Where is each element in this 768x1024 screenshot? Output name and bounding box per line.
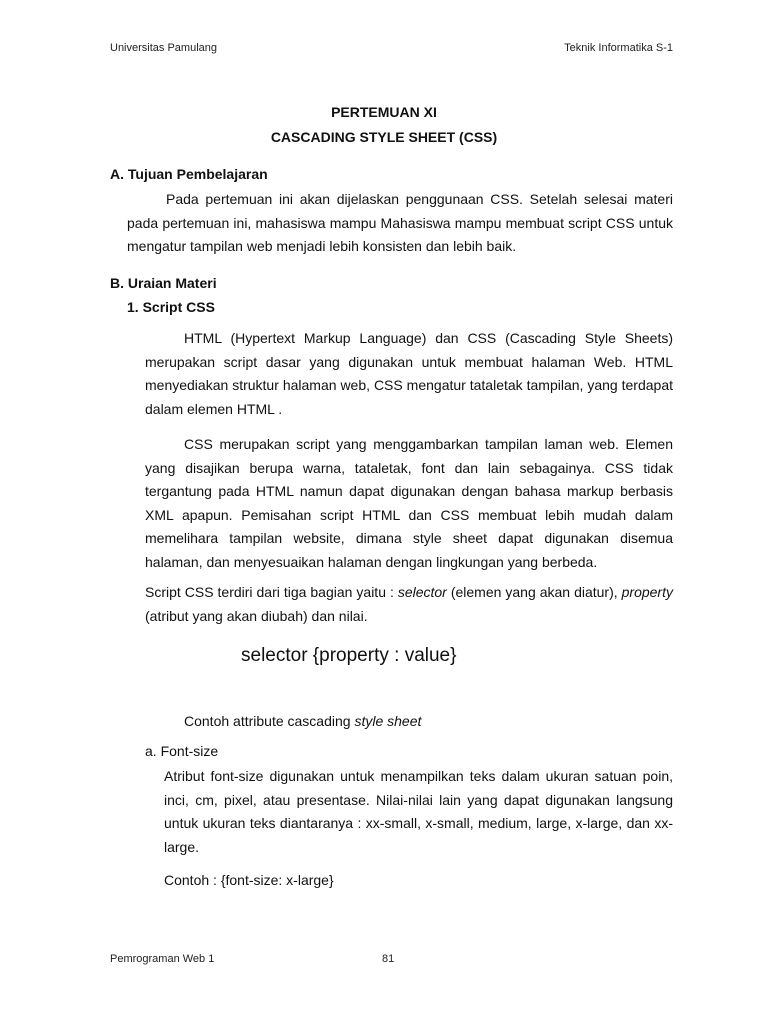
page-number: 81: [382, 953, 395, 965]
paragraph-css-description: CSS merupakan script yang menggambarkan tampilan laman web. Elemen yang disajikan berupa warna, tataletak, font dan lain sebagainya. CSS tidak tergantung pada HTML namun dapat digunakan dengan bahasa markup berbasis XML apapun. Pemisahan script HTML dan CSS membuat lebih mudah dalam memelihara tampilan website, dimana style sheet dapat digunakan disemua halaman, dan menyesuaikan halaman dengan lingkungan yang berbeda.: [145, 436, 673, 570]
section-a-heading: A. Tujuan Pembelajaran: [110, 166, 268, 182]
running-header-right: Teknik Informatika S-1: [564, 42, 673, 54]
chapter-title: PERTEMUAN XI: [331, 104, 437, 120]
item-a-paragraph: Atribut font-size digunakan untuk menampilkan teks dalam ukuran satuan poin, inci, cm, pixel, atau presentase. Nilai-nilai lain yang dapat digunakan langsung untuk ukuran teks diantaranya : xx-small, x-small, medium, large, x-large, dan xx-large.: [164, 768, 673, 855]
example-intro: Contoh attribute cascading style sheet: [184, 713, 422, 729]
css-syntax: selector {property : value}: [241, 645, 457, 666]
section-a-paragraph: Pada pertemuan ini akan dijelaskan penggunaan CSS. Setelah selesai materi pada pertemuan ini, mahasiswa mampu Mahasiswa mampu membuat script CSS untuk mengatur tampilan web menjadi lebih konsisten dan lebih baik.: [127, 191, 673, 254]
paragraph-html-css: HTML (Hypertext Markup Language) dan CSS (Cascading Style Sheets) merupakan script dasar yang digunakan untuk membuat halaman Web. HTML menyediakan struktur halaman web, CSS mengatur tataletak tampilan, yang terdapat dalam elemen HTML .: [145, 330, 673, 417]
subsection-heading: 1. Script CSS: [127, 299, 215, 315]
section-b-heading: B. Uraian Materi: [110, 275, 217, 291]
item-a-label: a. Font-size: [145, 743, 219, 759]
chapter-subtitle: CASCADING STYLE SHEET (CSS): [270, 129, 498, 145]
running-header-left: Universitas Pamulang: [110, 42, 217, 54]
footer-course: Pemrograman Web 1: [110, 953, 215, 965]
item-a-example: Contoh : {font-size: x-large}: [164, 872, 334, 888]
paragraph-css-parts: Script CSS terdiri dari tiga bagian yaitu : selector (elemen yang akan diatur), property (atribut yang akan diubah) dan nilai.: [145, 584, 673, 624]
